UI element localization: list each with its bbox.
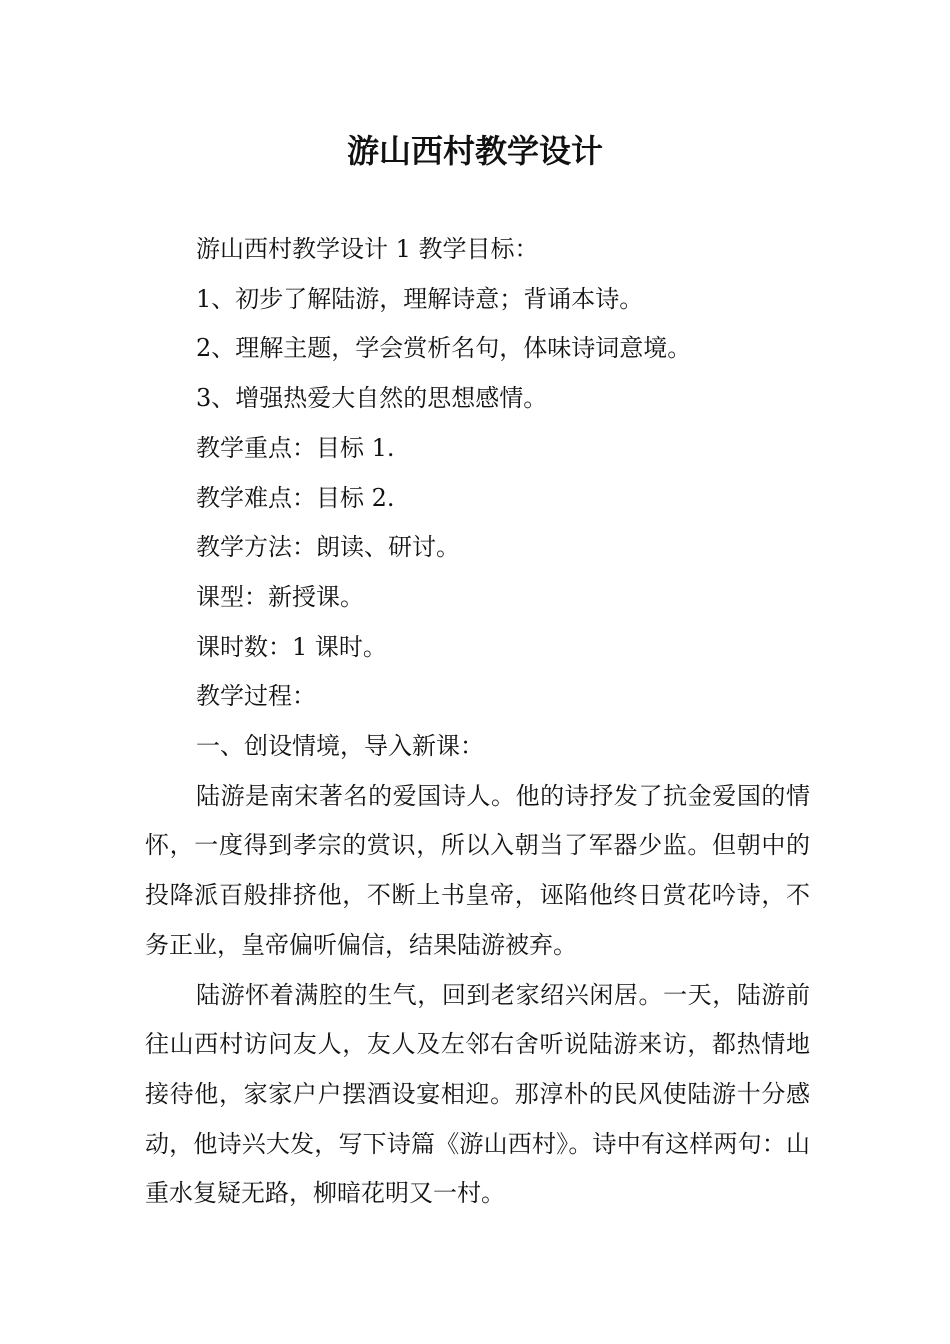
teaching-difficulty: 教学难点：目标 2.	[196, 483, 395, 512]
lesson-hours: 课时数：1 课时。	[196, 632, 387, 661]
heading-process: 教学过程：	[196, 682, 316, 711]
objective-1: 1、初步了解陆游，理解诗意；背诵本诗。	[196, 284, 644, 313]
teaching-focus: 教学重点：目标 1.	[196, 433, 395, 462]
heading-objectives: 游山西村教学设计 1 教学目标：	[196, 235, 539, 263]
document-title: 游山西村教学设计	[346, 132, 603, 170]
document-body	[145, 225, 810, 1219]
objective-3: 3、增强热爱大自然的思想感情。	[196, 384, 548, 413]
teaching-method: 教学方法：朗读、研讨。	[196, 533, 460, 562]
paragraph-story: 陆游怀着满腔的生气，回到老家绍兴闲居。一天，陆游前往山西村访问友人，友人及左邻右舍听说陆游来访，都热情地接待他，家家户户摆酒设宴相迎。那淳朴的民风使陆游十分感动，他诗兴大发，写下诗篇《游山西村》。诗中有这样两句：山重水复疑无路，柳暗花明又一村。	[145, 980, 810, 1208]
paragraph-intro: 陆游是南宋著名的爱国诗人。他的诗抒发了抗金爱国的情怀，一度得到孝宗的赏识，所以入朝当了军器少监。但朝中的投降派百般排挤他，不断上书皇帝，诬陷他终日赏花吟诗，不务正业，皇帝偏听偏信，结果陆游被弃。	[145, 781, 810, 959]
lesson-type: 课型：新授课。	[196, 582, 364, 611]
objective-2: 2、理解主题，学会赏析名句，体味诗词意境。	[196, 334, 692, 363]
section-heading-1: 一、创设情境，导入新课：	[196, 732, 484, 761]
